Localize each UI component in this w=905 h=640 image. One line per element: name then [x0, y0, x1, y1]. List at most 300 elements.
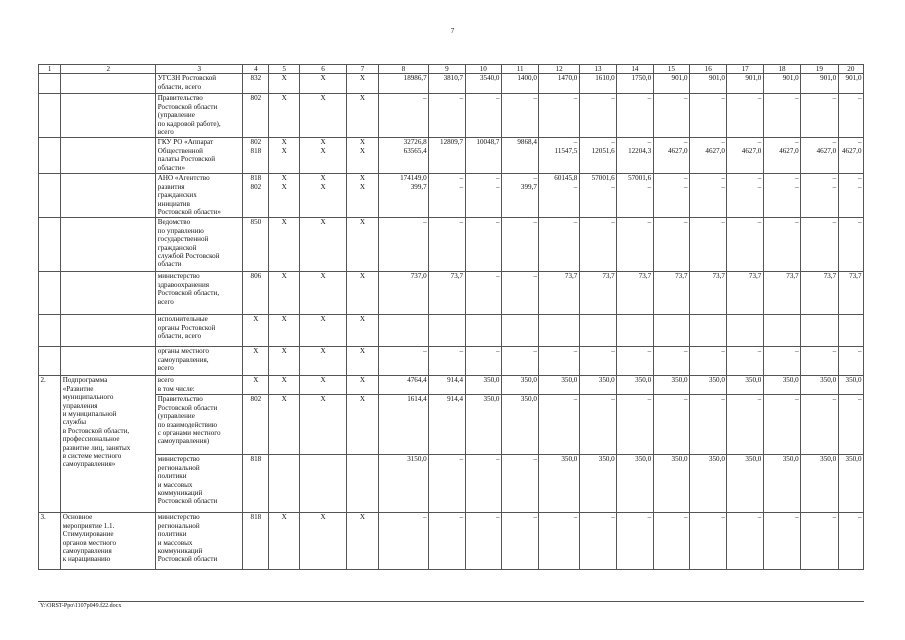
- cell-line: –: [533, 455, 537, 464]
- cell-line: X: [281, 174, 287, 183]
- cell-line: (управление: [157, 111, 195, 120]
- table-row: [39, 455, 864, 513]
- amount-col-13: [579, 218, 616, 272]
- cell-line: 901,0: [820, 74, 837, 83]
- cell-line: в системе местного: [62, 452, 122, 461]
- column-number-2: 2: [61, 65, 156, 74]
- amount-col-9: [429, 376, 465, 395]
- cell-line: Ростовской области»: [157, 208, 221, 217]
- cell-line: –: [757, 174, 762, 183]
- cell-line: 350,0: [782, 455, 799, 464]
- cell-line: политики: [157, 472, 187, 481]
- cell-line: X: [320, 376, 326, 385]
- amount-col-19: [801, 174, 838, 218]
- amount-col-16: [690, 513, 727, 570]
- code-c5: [269, 94, 299, 138]
- column-number-1: 1: [39, 65, 61, 74]
- amount-col-12: [539, 395, 579, 455]
- cell-line: X: [281, 146, 287, 155]
- cell-line: –: [573, 138, 578, 147]
- cell-line: –: [683, 182, 688, 191]
- cell-line: по управлению: [157, 226, 204, 235]
- amount-col-10: [465, 218, 501, 272]
- cell-line: –: [647, 347, 652, 356]
- program-name: [61, 315, 156, 347]
- cell-line: 350,0: [598, 376, 615, 385]
- amount-col-12: [539, 315, 579, 347]
- cell-line: –: [721, 347, 725, 356]
- amount-col-15: [653, 138, 689, 174]
- cell-line: всего: [157, 376, 174, 385]
- column-number-20: 20: [838, 65, 863, 74]
- cell-line: 73,7: [602, 272, 615, 281]
- amount-col-20: [838, 74, 863, 94]
- cell-line: 3150,0: [407, 455, 427, 464]
- cell-line: –: [647, 218, 652, 227]
- code-c7: [347, 513, 378, 570]
- cell-line: 802: [250, 94, 262, 103]
- cell-line: –: [683, 347, 688, 356]
- cell-line: 901,0: [782, 74, 799, 83]
- amount-col-18: [763, 218, 800, 272]
- cell-line: X: [320, 395, 326, 404]
- amount-col-10: [465, 395, 501, 455]
- cell-line: X: [320, 94, 326, 103]
- amount-col-11: [501, 94, 538, 138]
- code-c7: [347, 315, 378, 347]
- amount-col-17: [727, 347, 763, 376]
- amount-col-14: [617, 74, 653, 94]
- cell-line: –: [423, 218, 427, 227]
- amount-col-10: [465, 376, 501, 395]
- amount-col-9: [429, 94, 465, 138]
- cell-line: 60145,8: [554, 174, 578, 183]
- code-c5: [269, 513, 299, 570]
- column-number-14: 14: [617, 65, 653, 74]
- amount-col-16: [690, 94, 727, 138]
- amount-col-13: [579, 513, 616, 570]
- column-number-5: 5: [269, 65, 299, 74]
- cell-line: 1400,0: [517, 74, 537, 83]
- code-c4: [243, 74, 269, 94]
- amount-col-11: [501, 347, 538, 376]
- cell-line: –: [423, 347, 427, 356]
- cell-line: X: [253, 376, 259, 385]
- cell-line: X: [359, 315, 366, 324]
- table-row: [39, 218, 864, 272]
- cell-line: 350,0: [820, 376, 837, 385]
- amount-col-8: [378, 218, 429, 272]
- row-number: 3.: [39, 513, 61, 570]
- cell-line: 818: [250, 146, 262, 155]
- cell-line: –: [832, 513, 837, 522]
- footer-file-path: Y:\ORST-Ppo\1107p049.f22.docx: [40, 603, 122, 609]
- cell-line: –: [495, 218, 500, 227]
- cell-line: 10048,7: [476, 138, 500, 147]
- amount-col-19: [801, 272, 838, 315]
- executor-name: [156, 395, 243, 455]
- code-c6: [299, 272, 347, 315]
- amount-col-19: [801, 376, 838, 395]
- row-number: [39, 74, 61, 94]
- cell-line: Ростовской области: [157, 403, 218, 412]
- column-number-15: 15: [653, 65, 689, 74]
- cell-line: –: [573, 513, 578, 522]
- cell-line: 818: [250, 455, 262, 464]
- code-c6: [299, 347, 347, 376]
- cell-line: всего: [157, 364, 174, 373]
- cell-line: –: [683, 94, 688, 103]
- amount-col-10: [465, 138, 501, 174]
- cell-line: коммуникаций: [157, 547, 203, 556]
- cell-line: государственной: [157, 235, 209, 244]
- cell-line: X: [281, 347, 287, 356]
- code-c5: [269, 347, 299, 376]
- cell-line: 350,0: [782, 376, 799, 385]
- cell-line: в Ростовской области,: [62, 426, 130, 435]
- amount-col-18: [763, 272, 800, 315]
- code-c6: [299, 455, 347, 513]
- amount-col-20: [838, 513, 863, 570]
- program-name: [61, 376, 156, 513]
- cell-line: X: [281, 272, 287, 281]
- amount-col-17: [727, 272, 763, 315]
- amount-col-14: [617, 272, 653, 315]
- table-row: [39, 347, 864, 376]
- amount-col-8: [378, 138, 429, 174]
- amount-col-15: [653, 272, 689, 315]
- cell-line: 63565,4: [403, 146, 427, 155]
- cell-line: 350,0: [845, 376, 862, 385]
- table-row: [39, 94, 864, 138]
- amount-col-14: [617, 315, 653, 347]
- row-number: [39, 174, 61, 218]
- amount-col-19: [801, 138, 838, 174]
- amount-col-14: [617, 455, 653, 513]
- amount-col-8: [378, 455, 429, 513]
- cell-line: 901,0: [845, 74, 862, 83]
- cell-line: –: [459, 182, 464, 191]
- cell-line: –: [495, 455, 500, 464]
- amount-col-18: [763, 74, 800, 94]
- cell-line: самоуправления): [157, 437, 210, 446]
- cell-line: –: [533, 513, 537, 522]
- amount-col-16: [690, 138, 727, 174]
- cell-line: 1610,0: [595, 74, 615, 83]
- cell-line: 350,0: [708, 376, 725, 385]
- cell-line: –: [611, 513, 615, 522]
- cell-line: 350,0: [671, 376, 688, 385]
- amount-col-19: [801, 513, 838, 570]
- cell-line: X: [281, 74, 287, 83]
- cell-line: –: [721, 182, 725, 191]
- cell-line: 73,7: [849, 272, 862, 281]
- code-c7: [347, 455, 378, 513]
- code-c4: [243, 395, 269, 455]
- cell-line: 32726,8: [403, 138, 427, 147]
- amount-col-20: [838, 138, 863, 174]
- cell-line: 350,0: [820, 455, 837, 464]
- cell-line: X: [359, 74, 366, 83]
- cell-line: 1750,0: [631, 74, 652, 83]
- cell-line: X: [281, 376, 287, 385]
- table-row: [39, 138, 864, 174]
- cell-line: Основное: [62, 513, 93, 522]
- cell-line: 3540,0: [479, 74, 500, 83]
- cell-line: –: [495, 174, 500, 183]
- code-c4: [243, 138, 269, 174]
- cell-line: 914,4: [447, 376, 464, 385]
- cell-line: –: [832, 347, 837, 356]
- cell-line: –: [495, 272, 500, 281]
- footer-divider: [38, 601, 864, 602]
- cell-line: –: [495, 513, 500, 522]
- cell-line: 57001,6: [628, 174, 652, 183]
- code-c4: [243, 513, 269, 570]
- budget-table: [38, 64, 864, 570]
- cell-line: –: [757, 182, 762, 191]
- amount-col-12: [539, 272, 579, 315]
- amount-col-20: [838, 376, 863, 395]
- code-c6: [299, 513, 347, 570]
- cell-line: политики: [157, 530, 187, 539]
- amount-col-15: [653, 218, 689, 272]
- cell-line: самоуправления»: [62, 460, 116, 469]
- cell-line: X: [320, 174, 326, 183]
- code-c5: [269, 138, 299, 174]
- column-number-10: 10: [465, 65, 501, 74]
- cell-line: Ростовской области: [157, 555, 218, 564]
- budget-table-container: [38, 64, 864, 570]
- amount-col-10: [465, 94, 501, 138]
- code-c4: [243, 218, 269, 272]
- cell-line: –: [611, 182, 615, 191]
- cell-line: –: [795, 94, 799, 103]
- cell-line: 73,7: [564, 272, 578, 281]
- cell-line: 350,0: [745, 455, 762, 464]
- amount-col-15: [653, 513, 689, 570]
- cell-line: –: [857, 395, 862, 404]
- amount-col-11: [501, 376, 538, 395]
- amount-col-16: [690, 347, 727, 376]
- cell-line: X: [359, 395, 366, 404]
- cell-line: –: [757, 347, 762, 356]
- amount-col-8: [378, 395, 429, 455]
- amount-col-20: [838, 455, 863, 513]
- cell-line: X: [320, 347, 326, 356]
- program-name: [61, 138, 156, 174]
- amount-col-20: [838, 315, 863, 347]
- code-c6: [299, 395, 347, 455]
- code-c5: [269, 174, 299, 218]
- cell-line: региональной: [157, 521, 200, 530]
- executor-name: [156, 315, 243, 347]
- code-c7: [347, 94, 378, 138]
- cell-line: 4627,0: [705, 146, 725, 155]
- cell-line: всего: [157, 128, 174, 137]
- cell-line: –: [857, 94, 862, 103]
- column-number-3: 3: [156, 65, 243, 74]
- cell-line: X: [281, 94, 287, 103]
- code-c5: [269, 455, 299, 513]
- cell-line: самоуправления: [62, 547, 112, 556]
- amount-col-13: [579, 94, 616, 138]
- cell-line: X: [359, 272, 366, 281]
- cell-line: области, всего: [157, 82, 201, 91]
- amount-col-16: [690, 395, 727, 455]
- cell-line: X: [320, 74, 326, 83]
- code-c5: [269, 376, 299, 395]
- cell-line: 18986,7: [403, 74, 427, 83]
- amount-col-15: [653, 315, 689, 347]
- amount-col-15: [653, 395, 689, 455]
- code-c4: [243, 376, 269, 395]
- cell-line: –: [459, 174, 464, 183]
- amount-col-15: [653, 174, 689, 218]
- cell-line: –: [533, 174, 537, 183]
- cell-line: области: [157, 260, 182, 269]
- cell-line: 901,0: [708, 74, 725, 83]
- cell-line: министерство: [157, 272, 200, 281]
- cell-line: –: [611, 395, 615, 404]
- cell-line: –: [423, 513, 427, 522]
- amount-col-10: [465, 513, 501, 570]
- amount-col-11: [501, 174, 538, 218]
- cell-line: 350,0: [635, 455, 652, 464]
- amount-col-19: [801, 218, 838, 272]
- amount-col-14: [617, 174, 653, 218]
- cell-line: палаты Ростовской: [157, 155, 215, 164]
- cell-line: –: [533, 272, 537, 281]
- code-c7: [347, 347, 378, 376]
- amount-col-14: [617, 218, 653, 272]
- cell-line: коммуникаций: [157, 489, 203, 498]
- cell-line: –: [573, 94, 578, 103]
- amount-col-12: [539, 74, 579, 94]
- cell-line: 4627,0: [668, 146, 688, 155]
- table-row: [39, 395, 864, 455]
- cell-line: –: [495, 182, 500, 191]
- cell-line: –: [611, 218, 615, 227]
- amount-col-17: [727, 174, 763, 218]
- column-number-8: 8: [378, 65, 429, 74]
- cell-line: –: [757, 138, 762, 147]
- table-row: [39, 174, 864, 218]
- program-name: [61, 94, 156, 138]
- cell-line: –: [683, 513, 688, 522]
- column-number-12: 12: [539, 65, 579, 74]
- amount-col-8: [378, 74, 429, 94]
- program-name: [61, 218, 156, 272]
- cell-line: –: [647, 138, 652, 147]
- code-c5: [269, 74, 299, 94]
- cell-line: –: [857, 513, 862, 522]
- amount-col-15: [653, 347, 689, 376]
- header-row: [39, 65, 864, 74]
- cell-line: 73,7: [675, 272, 688, 281]
- executor-name: [156, 218, 243, 272]
- cell-line: 73,7: [823, 272, 837, 281]
- cell-line: X: [320, 272, 326, 281]
- cell-line: –: [857, 218, 862, 227]
- program-name: [61, 272, 156, 315]
- row-number: 2.: [39, 376, 61, 513]
- row-number: [39, 138, 61, 174]
- cell-line: X: [253, 315, 259, 324]
- amount-col-16: [690, 272, 727, 315]
- cell-line: к наращиванию: [62, 555, 111, 564]
- executor-name: [156, 138, 243, 174]
- row-number: [39, 218, 61, 272]
- cell-line: –: [795, 174, 799, 183]
- amount-col-13: [579, 138, 616, 174]
- cell-line: X: [320, 513, 326, 522]
- cell-line: 73,7: [450, 272, 464, 281]
- amount-col-17: [727, 74, 763, 94]
- row-number: [39, 315, 61, 347]
- cell-line: Правительство: [157, 94, 203, 103]
- amount-col-13: [579, 347, 616, 376]
- cell-line: –: [757, 218, 762, 227]
- amount-col-19: [801, 315, 838, 347]
- cell-line: 11547,5: [554, 146, 578, 155]
- cell-line: управления: [62, 401, 98, 410]
- amount-col-16: [690, 218, 727, 272]
- code-c7: [347, 272, 378, 315]
- amount-col-11: [501, 138, 538, 174]
- cell-line: –: [459, 347, 464, 356]
- amount-col-18: [763, 94, 800, 138]
- amount-col-9: [429, 455, 465, 513]
- cell-line: –: [647, 182, 652, 191]
- table-row: [39, 272, 864, 315]
- cell-line: X: [281, 395, 287, 404]
- cell-line: X: [281, 182, 287, 191]
- cell-line: 350,0: [520, 376, 537, 385]
- column-number-7: 7: [347, 65, 378, 74]
- amount-col-9: [429, 347, 465, 376]
- column-number-4: 4: [243, 65, 269, 74]
- cell-line: 399,7: [410, 182, 427, 191]
- amount-col-17: [727, 395, 763, 455]
- amount-col-19: [801, 94, 838, 138]
- cell-line: 901,0: [745, 74, 762, 83]
- code-c7: [347, 74, 378, 94]
- column-number-6: 6: [299, 65, 347, 74]
- cell-line: гражданских: [157, 191, 197, 200]
- cell-line: 350,0: [561, 376, 578, 385]
- cell-line: 350,0: [635, 376, 652, 385]
- cell-line: –: [495, 94, 500, 103]
- cell-line: муниципального: [62, 393, 114, 402]
- cell-line: органы Ростовской: [157, 323, 216, 332]
- cell-line: –: [573, 395, 578, 404]
- table-row: [39, 376, 864, 395]
- cell-line: –: [721, 395, 725, 404]
- cell-line: –: [795, 182, 799, 191]
- cell-line: X: [359, 146, 366, 155]
- cell-line: Ведомство: [157, 218, 191, 227]
- cell-line: –: [647, 395, 652, 404]
- amount-col-17: [727, 218, 763, 272]
- code-c5: [269, 218, 299, 272]
- cell-line: –: [683, 138, 688, 147]
- cell-line: –: [857, 182, 862, 191]
- amount-col-16: [690, 455, 727, 513]
- cell-line: X: [359, 513, 366, 522]
- cell-line: 350,0: [483, 376, 500, 385]
- cell-line: –: [533, 218, 537, 227]
